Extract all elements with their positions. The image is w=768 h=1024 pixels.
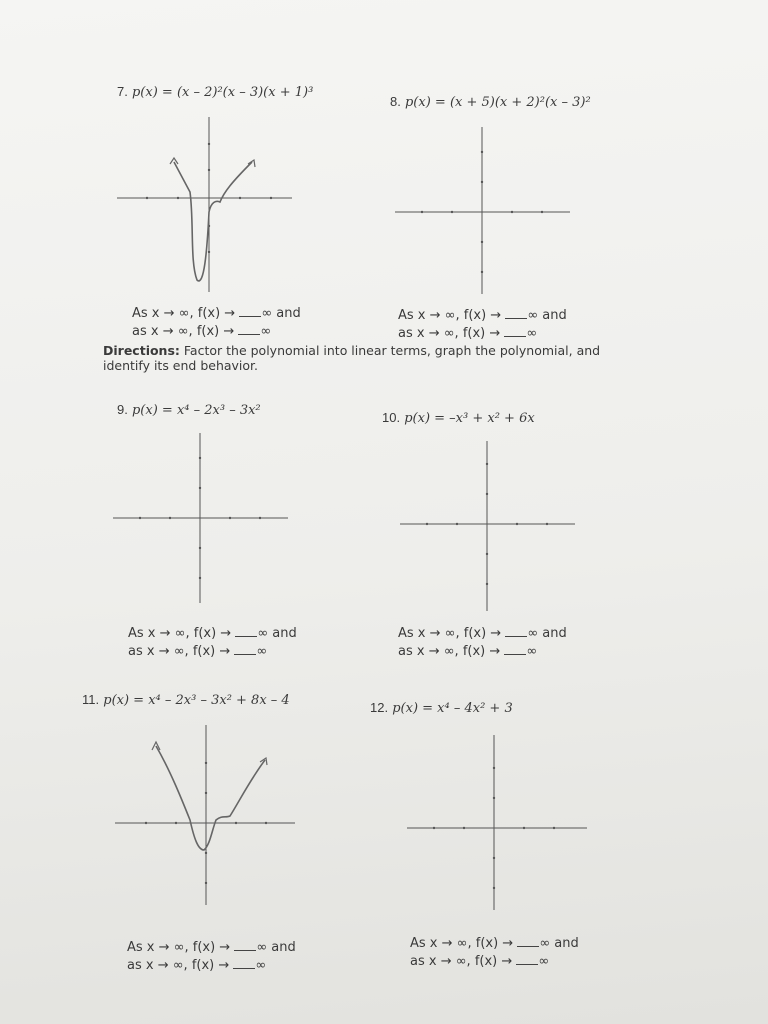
end-line2-suffix: ∞ (255, 958, 267, 973)
answer-blank[interactable] (234, 938, 256, 951)
answer-blank[interactable] (504, 642, 526, 655)
answer-blank[interactable] (235, 624, 257, 637)
problem-12-end-behavior (410, 934, 579, 970)
end-line1-prefix: As x → ∞, f(x) → (127, 940, 231, 955)
problem-number: 8. (390, 94, 401, 109)
answer-blank[interactable] (234, 642, 256, 655)
problem-12-graph (402, 730, 592, 915)
problem-number: 10. (382, 410, 401, 425)
end-line2-prefix: as x → ∞, f(x) → (398, 644, 501, 659)
directions-text (103, 343, 633, 373)
end-line1-suffix: ∞ and (256, 940, 296, 955)
end-line2-prefix: as x → ∞, f(x) → (410, 954, 513, 969)
end-line2-prefix: as x → ∞, f(x) → (127, 958, 230, 973)
directions-label: Directions: (103, 343, 180, 358)
answer-blank[interactable] (505, 624, 527, 637)
end-line2-suffix: ∞ (526, 644, 538, 659)
problem-expression: p(x) = x⁴ – 2x³ – 3x² (131, 403, 261, 418)
problem-9-end-behavior (128, 624, 297, 660)
answer-blank[interactable] (516, 952, 538, 965)
end-line1-prefix: As x → ∞, f(x) → (128, 626, 232, 641)
problem-expression: p(x) = (x – 2)²(x – 3)(x + 1)³ (131, 85, 314, 100)
problem-8-end-behavior (398, 306, 567, 342)
problem-10-title (382, 410, 535, 426)
problem-11-end-behavior (127, 938, 296, 974)
end-line1-prefix: As x → ∞, f(x) → (398, 308, 502, 323)
answer-blank[interactable] (233, 956, 255, 969)
problem-number: 12. (370, 700, 389, 715)
end-line2-suffix: ∞ (256, 644, 268, 659)
sketched-curve (174, 162, 252, 281)
answer-blank[interactable] (238, 322, 260, 335)
problem-number: 11. (82, 692, 100, 707)
answer-blank[interactable] (517, 934, 539, 947)
end-line1-suffix: ∞ and (527, 626, 567, 641)
directions-body: Factor the polynomial into linear terms, graph the polynomial, and identify its end behavior. (103, 343, 601, 373)
problem-expression: p(x) = x⁴ – 4x² + 3 (392, 701, 513, 716)
problem-7-title (117, 84, 313, 100)
end-line2-prefix: as x → ∞, f(x) → (128, 644, 231, 659)
problem-7-graph (112, 112, 297, 297)
problem-8-graph (390, 122, 575, 297)
end-line1-suffix: ∞ and (539, 936, 579, 951)
problem-12-title (370, 700, 513, 716)
problem-number: 7. (117, 84, 128, 99)
end-line1-suffix: ∞ and (257, 626, 297, 641)
answer-blank[interactable] (239, 304, 261, 317)
end-line1-prefix: As x → ∞, f(x) → (132, 306, 236, 321)
end-line1-prefix: As x → ∞, f(x) → (398, 626, 502, 641)
problem-9-graph (108, 428, 293, 608)
end-line1-suffix: ∞ and (261, 306, 301, 321)
end-line2-suffix: ∞ (526, 326, 538, 341)
end-line2-prefix: as x → ∞, f(x) → (132, 324, 235, 339)
problem-expression: p(x) = (x + 5)(x + 2)²(x – 3)² (404, 95, 591, 110)
answer-blank[interactable] (504, 324, 526, 337)
problem-11-graph (110, 720, 300, 910)
end-line1-suffix: ∞ and (527, 308, 567, 323)
problem-10-end-behavior (398, 624, 567, 660)
sketched-curve (156, 746, 265, 850)
problem-expression: p(x) = –x³ + x² + 6x (404, 411, 535, 426)
problem-10-graph (395, 436, 580, 616)
problem-expression: p(x) = x⁴ – 2x³ – 3x² + 8x – 4 (103, 693, 290, 708)
problem-11-title (82, 692, 290, 708)
problem-7-end-behavior (132, 304, 301, 340)
problem-9-title (117, 402, 261, 418)
problem-number: 9. (117, 402, 128, 417)
problem-8-title (390, 94, 591, 110)
end-line2-suffix: ∞ (538, 954, 550, 969)
end-line1-prefix: As x → ∞, f(x) → (410, 936, 514, 951)
end-line2-suffix: ∞ (260, 324, 272, 339)
end-line2-prefix: as x → ∞, f(x) → (398, 326, 501, 341)
answer-blank[interactable] (505, 306, 527, 319)
